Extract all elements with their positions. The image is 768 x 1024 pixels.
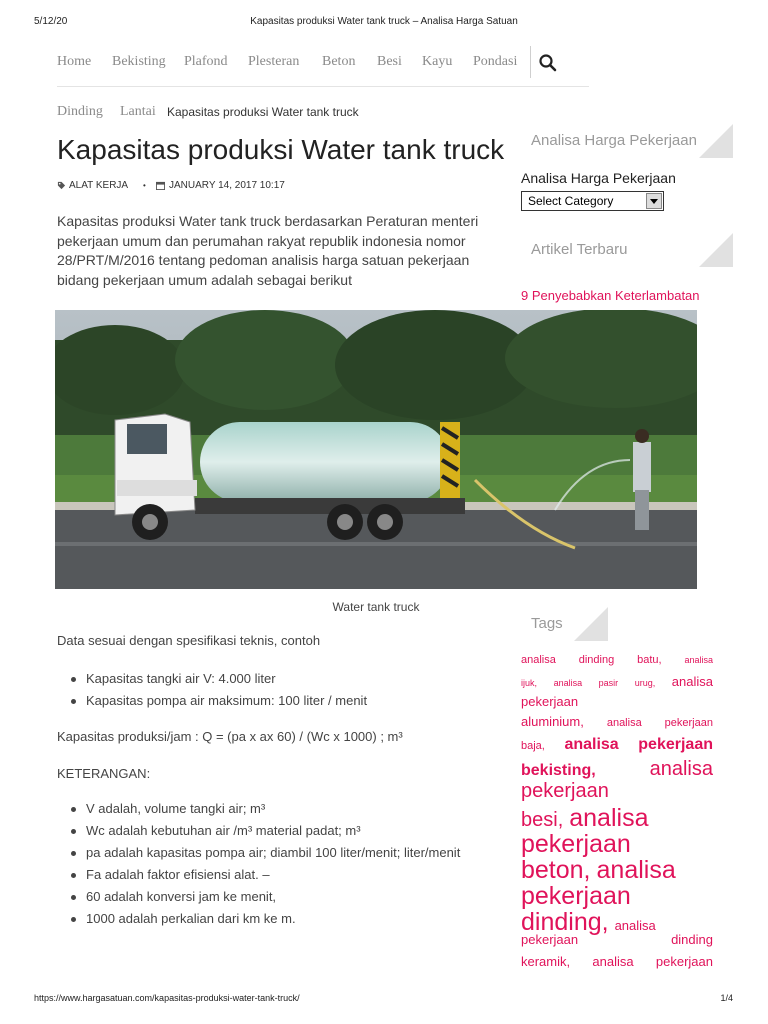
tag-link[interactable]: pasir [598,678,619,688]
nav-item-plafond[interactable]: Plafond [184,54,228,69]
truck-illustration [55,310,697,589]
tag-link[interactable]: pekerjaan [521,694,579,709]
tag-link[interactable]: pekerjaan [664,717,713,729]
nav-item-kayu[interactable]: Kayu [422,54,453,69]
list-item: pa adalah kapasitas pompa air; diambil 100 liter/menit; liter/menit [70,845,460,867]
widget-title-text: Analisa Harga Pekerjaan [531,132,697,149]
list-item: Fa adalah faktor efisiensi alat. – [70,867,460,889]
category-label: Analisa Harga Pekerjaan [521,170,676,186]
tag-link[interactable]: analisa [671,674,713,689]
main-nav [57,43,589,87]
nav-item-plesteran[interactable]: Plesteran [248,54,300,69]
breadcrumb-current: Kapasitas produksi Water tank truck [167,105,359,119]
print-footer [0,993,768,1007]
category-select-value: Select Category [528,194,614,208]
post-date: JANUARY 14, 2017 10:17 [169,180,285,191]
tag-link[interactable]: pekerjaan [638,736,713,753]
tag-link[interactable]: pekerjaan [521,932,579,947]
nav-item-pondasi[interactable]: Pondasi [473,54,518,69]
tag-link[interactable]: keramik, [521,954,571,969]
list-item: Kapasitas pompa air maksimum: 100 liter / menit [70,693,367,715]
calendar-icon [156,181,165,190]
list-item: Wc adalah kebutuhan air /m³ material padat; m³ [70,823,460,845]
tag-link[interactable]: beton, [521,856,591,884]
page-number: 1/4 [720,993,733,1003]
widget-title-tags [521,607,608,641]
tag-link[interactable]: dinding, [521,908,609,936]
recent-post-link[interactable]: 9 Penyebabkan Keterlambatan [521,288,700,303]
nav-item-bekisting[interactable]: Bekisting [112,54,166,69]
intro-line: bidang pekerjaan umum adalah sebagai berikut [57,272,352,289]
nav-item-beton[interactable]: Beton [322,54,356,69]
tag-cloud [521,654,713,974]
keterangan-label: KETERANGAN: [57,766,151,781]
tag-link[interactable]: analisa [521,654,556,666]
tag-link[interactable]: besi, [521,809,564,831]
tag-link[interactable]: baja, [521,740,545,752]
list-item: 1000 adalah perkalian dari km ke m. [70,911,460,933]
tag-link[interactable]: pekerjaan [655,954,713,969]
nav-item-home[interactable]: Home [57,54,92,69]
tag-link[interactable]: analisa [592,954,634,969]
keterangan-list [70,801,460,933]
widget-title-analisa [521,124,733,158]
list-item: V adalah, volume tangki air; m³ [70,801,460,823]
print-url: https://www.hargasatuan.com/kapasitas-produksi-water-tank-truck/ [34,993,300,1003]
tag-link[interactable]: analisa [564,736,619,753]
corner-fold-icon [699,233,733,267]
tag-link[interactable]: dinding [671,932,713,947]
search-icon[interactable] [538,53,558,73]
tag-link[interactable]: analisa [649,758,713,780]
intro-paragraph [57,212,487,291]
tag-link[interactable]: batu, [637,654,662,666]
tag-link[interactable]: analisa [606,717,642,729]
intro-line: Kapasitas produksi Water tank truck berdasarkan Peraturan menteri [57,213,479,229]
breadcrumb-dinding[interactable]: Dinding [57,104,103,119]
breadcrumb-lantai[interactable]: Lantai [120,104,156,119]
list-item: Kapasitas tangki air V: 4.000 liter [70,671,367,693]
formula: Kapasitas produksi/jam : Q = (pa x ax 60) / (Wc x 1000) ; m³ [57,729,403,744]
list-item: 60 adalah konversi jam ke menit, [70,889,460,911]
corner-fold-icon [699,124,733,158]
tag-link[interactable]: ijuk, [521,678,538,688]
water-tank-truck-photo [55,310,697,589]
nav-divider [530,46,531,78]
meta-separator: • [143,181,146,190]
tag-link[interactable]: aluminium, [521,714,584,729]
corner-fold-icon [574,607,608,641]
image-caption: Water tank truck [332,600,420,614]
nav-item-besi[interactable]: Besi [377,54,402,69]
tag-link[interactable]: pekerjaan [521,830,631,858]
category-select[interactable] [521,191,664,211]
print-date: 5/12/20 [34,16,68,27]
tag-link[interactable]: analisa [684,655,713,665]
tag-link[interactable]: analisa [596,856,676,884]
tag-link[interactable]: analisa [553,678,583,688]
tag-link[interactable]: pekerjaan [521,882,631,910]
tag-link[interactable]: pekerjaan [521,780,609,802]
tag-icon [57,181,66,190]
spec-intro: Data sesuai dengan spesifikasi teknis, contoh [57,633,321,648]
print-title: Kapasitas produksi Water tank truck – Analisa Harga Satuan [250,16,518,27]
intro-line: 28/PRT/M/2016 tentang pedoman analisis harga satuan pekerjaan [57,252,470,269]
tag-link[interactable]: urug, [634,678,656,688]
widget-title-text: Tags [531,615,563,632]
widget-title-artikel [521,233,733,267]
tag-link[interactable]: analisa [569,804,649,832]
spec-list [70,671,367,715]
intro-line: pekerjaan umum dan perumahan rakyat republik indonesia nomor [57,232,466,249]
print-header [0,16,768,32]
tag-link[interactable]: bekisting, [521,762,596,779]
tag-link[interactable]: analisa [614,918,656,933]
post-category[interactable]: ALAT KERJA [69,180,129,191]
chevron-down-icon[interactable] [646,193,662,209]
widget-title-text: Artikel Terbaru [531,241,628,258]
page-title: Kapasitas produksi Water tank truck [57,134,505,165]
tag-link[interactable]: dinding [578,654,615,666]
